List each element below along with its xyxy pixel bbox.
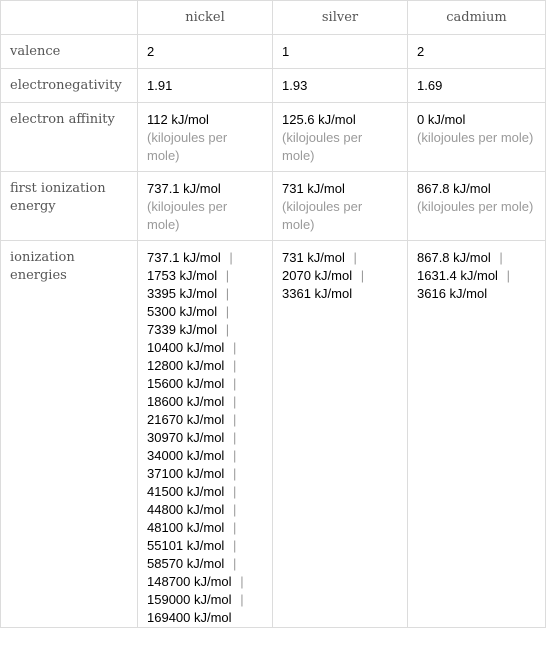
cell-fie-silver xyxy=(273,172,408,241)
separator: | xyxy=(232,556,237,571)
ionization-value: 3361 kJ/mol xyxy=(282,286,353,301)
table-row xyxy=(1,172,546,241)
separator: | xyxy=(225,304,230,319)
ionization-value: 731 kJ/mol xyxy=(282,250,345,265)
separator: | xyxy=(225,268,230,283)
ionization-value: 30970 kJ/mol xyxy=(147,430,225,445)
ionization-value: 159000 kJ/mol xyxy=(147,592,232,607)
cell-en-nickel: 1.91 xyxy=(138,69,273,103)
cell-fie-cadmium xyxy=(408,172,546,241)
separator: | xyxy=(232,520,237,535)
unit-note: (kilojoules per mole) xyxy=(147,130,228,163)
row-label-electron-affinity: electron affinity xyxy=(1,103,138,172)
row-label-electronegativity: electronegativity xyxy=(1,69,138,103)
ionization-value: 2070 kJ/mol xyxy=(282,268,353,283)
unit-note: (kilojoules per mole) xyxy=(147,199,228,232)
separator: | xyxy=(225,286,230,301)
ionization-value: 737.1 kJ/mol xyxy=(147,250,221,265)
row-label-first-ionization: first ionization energy xyxy=(1,172,138,241)
cell-ea-silver xyxy=(273,103,408,172)
ionization-value: 3616 kJ/mol xyxy=(417,286,488,301)
table-row xyxy=(1,35,546,69)
ionization-value: 1753 kJ/mol xyxy=(147,268,218,283)
separator: | xyxy=(225,322,230,337)
unit-note: (kilojoules per mole) xyxy=(417,130,534,145)
unit-note: (kilojoules per mole) xyxy=(417,199,534,214)
row-label-ionization-energies: ionization energies xyxy=(1,241,138,628)
separator: | xyxy=(232,430,237,445)
separator: | xyxy=(499,250,503,265)
ionization-value: 7339 kJ/mol xyxy=(147,322,218,337)
separator: | xyxy=(232,538,237,553)
separator: | xyxy=(232,394,237,409)
ionization-value: 21670 kJ/mol xyxy=(147,412,225,427)
separator: | xyxy=(229,250,233,265)
cell-ea-nickel xyxy=(138,103,273,172)
unit-note: (kilojoules per mole) xyxy=(282,130,363,163)
ionization-value: 5300 kJ/mol xyxy=(147,304,218,319)
ionization-value: 37100 kJ/mol xyxy=(147,466,225,481)
ionization-value: 41500 kJ/mol xyxy=(147,484,225,499)
table-row xyxy=(1,69,546,103)
header-blank xyxy=(1,1,138,35)
ionization-value: 867.8 kJ/mol xyxy=(417,250,491,265)
ionization-value: 148700 kJ/mol xyxy=(147,574,232,589)
ionization-value: 3395 kJ/mol xyxy=(147,286,218,301)
ionization-value: 34000 kJ/mol xyxy=(147,448,225,463)
cell-ie-cadmium xyxy=(408,241,546,628)
cell-valence-cadmium: 2 xyxy=(408,35,546,69)
ionization-value: 55101 kJ/mol xyxy=(147,538,225,553)
header-nickel: nickel xyxy=(138,1,273,35)
separator: | xyxy=(232,340,237,355)
separator: | xyxy=(232,448,237,463)
cell-valence-silver: 1 xyxy=(273,35,408,69)
cell-en-cadmium: 1.69 xyxy=(408,69,546,103)
separator: | xyxy=(240,592,244,607)
separator: | xyxy=(240,574,244,589)
separator: | xyxy=(360,268,365,283)
ionization-value: 44800 kJ/mol xyxy=(147,502,225,517)
ionization-value: 15600 kJ/mol xyxy=(147,376,225,391)
value-text: 0 kJ/mol xyxy=(417,112,466,127)
value-text: 737.1 kJ/mol xyxy=(147,181,221,196)
table-row xyxy=(1,103,546,172)
ionization-value: 12800 kJ/mol xyxy=(147,358,225,373)
header-silver: silver xyxy=(273,1,408,35)
ionization-value: 58570 kJ/mol xyxy=(147,556,225,571)
unit-note: (kilojoules per mole) xyxy=(282,199,363,232)
header-row xyxy=(1,1,546,35)
cell-ea-cadmium xyxy=(408,103,546,172)
ionization-value: 1631.4 kJ/mol xyxy=(417,268,498,283)
separator: | xyxy=(232,484,237,499)
value-text: 125.6 kJ/mol xyxy=(282,112,356,127)
ionization-value: 169400 kJ/mol xyxy=(147,610,232,625)
row-label-valence: valence xyxy=(1,35,138,69)
cell-fie-nickel xyxy=(138,172,273,241)
cell-en-silver: 1.93 xyxy=(273,69,408,103)
separator: | xyxy=(232,466,237,481)
value-text: 112 kJ/mol xyxy=(147,112,209,127)
separator: | xyxy=(232,502,237,517)
cell-ie-nickel xyxy=(138,241,273,628)
ionization-value: 10400 kJ/mol xyxy=(147,340,225,355)
cell-valence-nickel: 2 xyxy=(138,35,273,69)
value-text: 867.8 kJ/mol xyxy=(417,181,491,196)
header-cadmium: cadmium xyxy=(408,1,546,35)
ionization-value: 18600 kJ/mol xyxy=(147,394,225,409)
value-text: 731 kJ/mol xyxy=(282,181,345,196)
ionization-value: 48100 kJ/mol xyxy=(147,520,225,535)
cell-ie-silver xyxy=(273,241,408,628)
separator: | xyxy=(506,268,510,283)
separator: | xyxy=(232,412,237,427)
separator: | xyxy=(232,358,237,373)
table-row xyxy=(1,241,546,628)
separator: | xyxy=(353,250,357,265)
separator: | xyxy=(232,376,237,391)
